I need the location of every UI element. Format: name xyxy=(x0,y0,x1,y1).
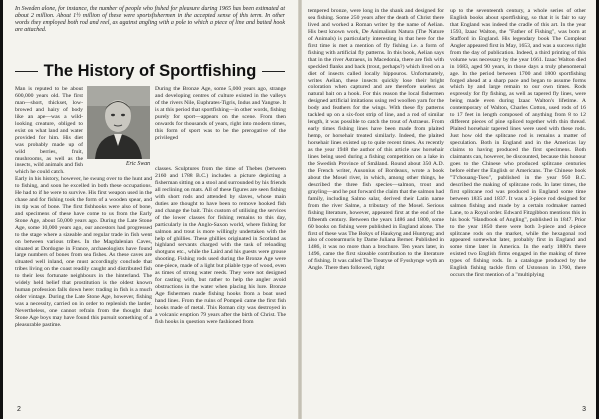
right-column-1 xyxy=(308,8,444,396)
title-rule-right xyxy=(262,71,285,72)
page-number-left: 2 xyxy=(17,406,21,413)
text-block: During the Bronze Age, some 5,000 years ago, strange and developing centres of culture existed in the valleys of the rivers Nile, Euphrates-Tigris, Indus and Yangtse. It is at this period that sportfishing—in other words, fishing purely for sport—appears on the scene. From then onwards for thousands of years, right into modern times, this form of sport was to be the prerogative of the privileged xyxy=(155,86,286,141)
text-block: Early in his history, however, he swung over to the hunt and to fishing, and soon he excelled in both these occupations. He had to if he were to survive. His first weapon used in the chase and for fishing took the form of a wooden spear, and its tip was of bone. The first fishhooks were also of bone, and specimens of these have come to us from the Early Stone Age, about 50,000 years ago. During the Late Stone Age, some 10,000 years ago, our ancestors had progressed to the stage where a sizeable and regular trade in fish went on between various tribes. In the Magdalenian Caves, situated at Dordogne in France, archaeologists have found large numbers of bones from sea fishes. As these caves are situated well inland, one must accordingly conclude that tribes living on the coast readily caught and distributed fish to their less fortunate neighbours in the hinterland. The widely held belief that prostitution is the oldest known human profession falls down here: trading in fish is a much older vintage. During the Late Stone Age, however, fishing was a necessity, carried on in order to replenish the larder. Nevertheless, one cannot refrain from the thought that Stone Age boys may have found this pursuit something of a pleasurable pastime. xyxy=(15,176,152,329)
title-rule-left xyxy=(15,71,38,72)
text-block: classes. Sculptures from the time of Thebes (between 2160 and 1788 B.C.) includes a picture depicting a fisherman sitting on a stool and surrounded by his friends all reclining on mats. All of these figures are seen fishing with short rods and attended by slaves, whose main duties are thought to have been to remove hooked fish and change the bait. This custom of utilising the services of the lower classes for fishing remains to this day, particularly in the Anglo-Saxon world, where fishing for salmon and trout is more willingly undertaken with the help of ghillies. These ghillies originated in Scotland as highland servants charged with the task of reloading shotguns etc., while the Laird and his guests were grouse shooting. Fishing rods used during the Bronze Age were one-piece, made of a light but pliable type of wood, even as times of strong water reeds. They were not designed for casting with, but rather to help the angler avoid obstructions in the water when placing his lure. Bronze Age fishermen made fishing hooks from a boat used hand lines. From the ruins of Pompeii came the first fish hooks made of metal. This Roman city was destroyed in a volcanic eruption 79 years after the birth of Christ. The fish hooks in question were fashioned from xyxy=(155,166,286,325)
left-column-1-bottom xyxy=(15,176,152,398)
article-title-banner xyxy=(15,60,285,82)
intro-paragraph: In Sweden alone, for instance, the number of people who fished for pleasure during 1965 has been estimated at about 2 million. About 1½ million of these were sportsfishermen in the accepted sense of this term. In other words they employed both rod and reel, as against angling with a pole to which a piece of line and baited hook are attached. xyxy=(15,6,285,34)
left-page xyxy=(3,0,298,419)
right-page xyxy=(302,0,596,419)
text-block: Man is reputed to be about 600,000 years old. The first man—short, thickset, low-browed and hairy of body like an ape—was a wild-looking creature, obliged to exist on what land and water provided for him. His diet was probably made up of wild berries, fruit, mushrooms, as well as the insects, wild animals and fish which he could catch. xyxy=(15,86,83,176)
left-column-2-top xyxy=(155,86,286,166)
author-portrait-image xyxy=(87,86,150,159)
text-block: up to the seventeenth century, a whole series of other English books about sportfishing, so that it is fair to say that England was indeed the cradle of this art. In the year 1593, Izaac Walton, the "Father of Fishing", was born at Stafford in England. His legendary book The Compleat Angler appeared first in May, 1653, and was a success right from the day of publication. Indeed, a third printing of this volume was necessary by the year 1661. Izaac Walton died in 1683, aged 90 years, in those days a truly phenomenal age. In the period between 1700 and 1800 sportfishing forged ahead at a sharp pace and began to assume forms which by and large remain to our own times. Rods expressly for fly fishing, as well as tapered fly lines, were being made even during Izaac Walton's lifetime. A contemporary of Walton, Charles Cotton, used rods of 16 to 17 feet in length composed of anything from 8 to 12 different pieces of pine spliced together with thin thread. Plaited horsehair tapered lines were used with these rods. Just how old the splitcane rod is remains a matter of speculation. Both in England and in the Americas lay claims to having produced the first specimens. Both claimants can, however, be discounted, because this honour goes to the Chinese who produced splitcane centuries before either the English or Americans. The Chinese book "T'chouang-Tseu", published in the year 950 B.C. described the making of splitcane rods. In later times, the first splitcane rod was produced in England some time between 1835 and 1837. It was a 3-piece rod designed for salmon fishing and made by a certain rodmaker named Lane, to a Royal order. Edward Fitzgibbon mentions this in his book "Handbook of Angling", published in 1847. Prior to the year 1850 there were both 3-piece and 4-piece splitcane rods on the market, while the hexagonal rod appeared somewhat later, probably first in England and some time later in America. In the early 1880's there existed two English firms engaged in the making of three types of fishing rods. In a catalogue produced by the English fishing tackle firm of Ustonson in 1760, there occurs the first mention of a "multiplying xyxy=(450,8,586,279)
author-photo xyxy=(87,86,150,159)
left-column-1-top xyxy=(15,86,83,177)
text-block: tempered bronze, were long in the shank and designed for sea fishing. Some 250 years after the death of Christ there lived and worked a Roman writer by the name of Aelian. His best known work, De Animalium Natura (The Nature of Animals) is particularly interesting in that here for the first time is met a mention of fly fishing i.e. a form of fishing with artificial fly patterns. In this book, Aelian says that in the river Astraeus, in Macedonia, there are fish with speckled flanks and back (trout, perhaps?) which lived on a diet of insects called locally hippouros. Unfortunately, writes Aelian, these insects quickly lose their bright coloration when captured and are therefore useless as natural bait on a hook. For this reason the local fishermen designed artificial imitations using red woollen yarn for the body and feathers for the wings. With these fly patterns tackled up on a six-foot strip of line, and a rod of similar length, it was possible to catch the trout of Astraeus. From early times fishing lines have been made from plaited hemp, or horsehair treated similarly. Indeed, the plaited horsehair lines existed up to quite recent times. As recently as the year 1948 the author of this article saw horsehair lines being used during a fishing competition on a lake in the Swedish Province of Småland. Round about 350 A.D. the French writer, Ausonius of Bordeaux, wrote a book about the Mosel river, in which, among other things, he described the three fish species—salmon, trout and grayling—and he put forward the claim that the salmon had family, including Salmo salar, derived their Latin name from the river Salme, a tributary of the Mosel. Serious fishing literature, however, appeared first at the end of the fifteenth century. Between the years 1486 and 1800, some 60 books on fishing were published in England alone. The first of these was The Bokys of Haukyng and Huntyng; and also of cootearmuris by Dame Juliana Berner. Published in 1486, it was no more than a brochure. Ten years later, in 1496, came the first sizeable contribution to the literature of fishing. It was called The Treatyse of Fysshynge wyth an Angle. There then followed, right xyxy=(308,8,444,272)
article-title: The History of Sportfishing xyxy=(43,61,257,80)
photo-caption: Eric Swan xyxy=(126,161,150,167)
page-number-right: 3 xyxy=(582,406,586,413)
book-spread xyxy=(3,0,596,419)
left-column-2-bottom xyxy=(155,166,286,398)
right-column-2 xyxy=(450,8,586,396)
